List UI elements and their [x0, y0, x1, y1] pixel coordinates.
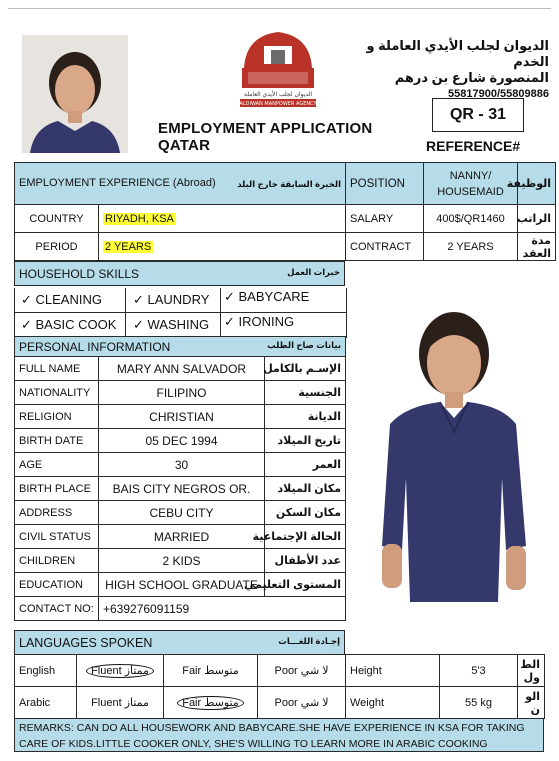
personal-row — [15, 525, 346, 549]
field-value: 05 DEC 1994 — [99, 429, 265, 453]
experience-label: EMPLOYMENT EXPERIENCE (Abroad) — [19, 177, 216, 189]
field-label-ar: تاريخ الميلاد — [265, 429, 346, 453]
attribute-value: 55 kg — [440, 687, 518, 719]
field-value: MARRIED — [99, 525, 265, 549]
language-name: Arabic — [15, 687, 77, 719]
country-value: RIYADH, KSA — [105, 212, 174, 225]
personal-row — [15, 477, 346, 501]
applicant-photo-full — [370, 306, 536, 610]
field-value: BAIS CITY NEGROS OR. — [99, 477, 265, 501]
page-title: EMPLOYMENT APPLICATION QATAR — [158, 120, 373, 154]
field-label: CIVIL STATUS — [15, 525, 99, 549]
skill-cleaning: ✓ CLEANING — [21, 292, 102, 307]
skills-header — [14, 261, 345, 286]
field-label-ar: مكان السكن — [265, 501, 346, 525]
field-label-ar: الحالة الإجتماعية — [265, 525, 346, 549]
contract-value: 2 YEARS — [424, 233, 518, 261]
field-value: HIGH SCHOOL GRADUATE — [99, 573, 265, 597]
field-value: CEBU CITY — [99, 501, 265, 525]
personal-row — [15, 549, 346, 573]
field-value: MARY ANN SALVADOR — [99, 357, 265, 381]
contact-label: CONTACT NO: — [15, 597, 99, 621]
attribute-label-ar: الط ول — [518, 655, 545, 687]
contact-value: +639276091159 — [99, 597, 346, 621]
contract-label-ar: مدة العقد — [518, 233, 556, 261]
attribute-label-ar: الو ن — [518, 687, 545, 719]
skill-laundry: ✓ LAUNDRY — [133, 292, 210, 307]
skills-list — [14, 288, 347, 338]
field-value: 2 KIDS — [99, 549, 265, 573]
language-name: English — [15, 655, 77, 687]
reference-label: REFERENCE# — [426, 138, 521, 154]
field-value: FILIPINO — [99, 381, 265, 405]
languages-label-ar: إجـادة اللغـــات — [278, 635, 340, 646]
field-label-ar: الجنسية — [265, 381, 346, 405]
personal-row — [15, 357, 346, 381]
personal-row — [15, 501, 346, 525]
agency-address-ar: المنصورة شارع بن درهم — [394, 70, 549, 85]
personal-row — [15, 453, 346, 477]
personal-info-table — [14, 336, 346, 621]
agency-phones: 55817900/55809886 — [448, 88, 549, 100]
attribute-label: Weight — [346, 687, 440, 719]
remarks: REMARKS: CAN DO ALL HOUSEWORK AND BABYCARE.SHE HAVE EXPERIENCE IN KSA FOR TAKING CARE OF KIDS.LITTLE COOKER ONLY, SHE'S WILLING TO LEARN MORE IN ARABIC COOKING — [14, 718, 544, 752]
field-label: RELIGION — [15, 405, 99, 429]
position-value: NANNY/ HOUSEMAID — [424, 163, 518, 205]
experience-label-ar: الخبرة السابقة خارج البلد — [237, 179, 341, 189]
personal-label-ar: بيانات صاح الطلب — [267, 339, 342, 350]
skills-label: HOUSEHOLD SKILLS — [19, 266, 140, 281]
languages-label: LANGUAGES SPOKEN — [19, 635, 153, 650]
salary-value: 400$/QR1460 — [424, 205, 518, 233]
salary-label-ar: الراتب — [518, 205, 556, 233]
position-label-ar: الوظيفة — [518, 163, 556, 205]
agency-header — [334, 38, 549, 102]
period-value: 2 YEARS — [105, 240, 152, 253]
attribute-value: 5'3 — [440, 655, 518, 687]
agency-logo — [234, 28, 322, 110]
field-label: BIRTH DATE — [15, 429, 99, 453]
level-poor: Poor لا شي — [274, 697, 329, 709]
field-label-ar: الديانة — [265, 405, 346, 429]
field-label-ar: مكان الميلاد — [265, 477, 346, 501]
attribute-label: Height — [346, 655, 440, 687]
personal-row — [15, 381, 346, 405]
skills-label-ar: خبرات العمل — [287, 266, 340, 277]
field-label: EDUCATION — [15, 573, 99, 597]
field-label-ar: عدد الأطفال — [265, 549, 346, 573]
language-row — [15, 655, 545, 687]
level-fluent: Fluent ممتاز — [86, 664, 154, 678]
field-label: FULL NAME — [15, 357, 99, 381]
qr-code-box: QR - 31 — [432, 98, 524, 132]
level-fair: Fair متوسط — [177, 696, 244, 710]
top-rule — [8, 8, 551, 9]
personal-row — [15, 429, 346, 453]
level-fair: Fair متوسط — [182, 665, 239, 677]
field-label: AGE — [15, 453, 99, 477]
position-label: POSITION — [346, 163, 424, 205]
personal-label: PERSONAL INFORMATION — [19, 339, 171, 354]
level-fluent: Fluent ممتاز — [91, 697, 149, 709]
field-label-ar: العمر — [265, 453, 346, 477]
agency-name-ar: الديوان لجلب الأيدي العاملة و الخدم — [366, 38, 549, 69]
field-value: CHRISTIAN — [99, 405, 265, 429]
field-label-ar: المستوى التعليمي — [265, 573, 346, 597]
languages-header — [14, 630, 345, 655]
experience-position-table — [14, 162, 556, 261]
field-label: CHILDREN — [15, 549, 99, 573]
personal-row — [15, 405, 346, 429]
salary-label: SALARY — [346, 205, 424, 233]
skill-babycare: ✓ BABYCARE — [224, 289, 310, 304]
level-poor: Poor لا شي — [274, 665, 329, 677]
skill-washing: ✓ WASHING — [133, 317, 210, 332]
personal-row — [15, 573, 346, 597]
period-label: PERIOD — [15, 233, 99, 261]
field-label: ADDRESS — [15, 501, 99, 525]
skill-ironing: ✓ IRONING — [224, 314, 295, 329]
language-row — [15, 687, 545, 719]
applicant-photo-small — [22, 35, 128, 153]
contract-label: CONTRACT — [346, 233, 424, 261]
field-label: BIRTH PLACE — [15, 477, 99, 501]
skill-basic-cook: ✓ BASIC COOK — [21, 317, 117, 332]
logo-text: ALDIWAN MANPOWER AGENCY — [239, 101, 317, 107]
experience-header — [15, 163, 346, 205]
field-label: NATIONALITY — [15, 381, 99, 405]
field-label-ar: الإسـم بالكامل — [265, 357, 346, 381]
languages-table — [14, 654, 545, 719]
logo-arabic: الديوان لجلب الأيدي العاملة — [243, 91, 313, 98]
field-value: 30 — [99, 453, 265, 477]
country-label: COUNTRY — [15, 205, 99, 233]
